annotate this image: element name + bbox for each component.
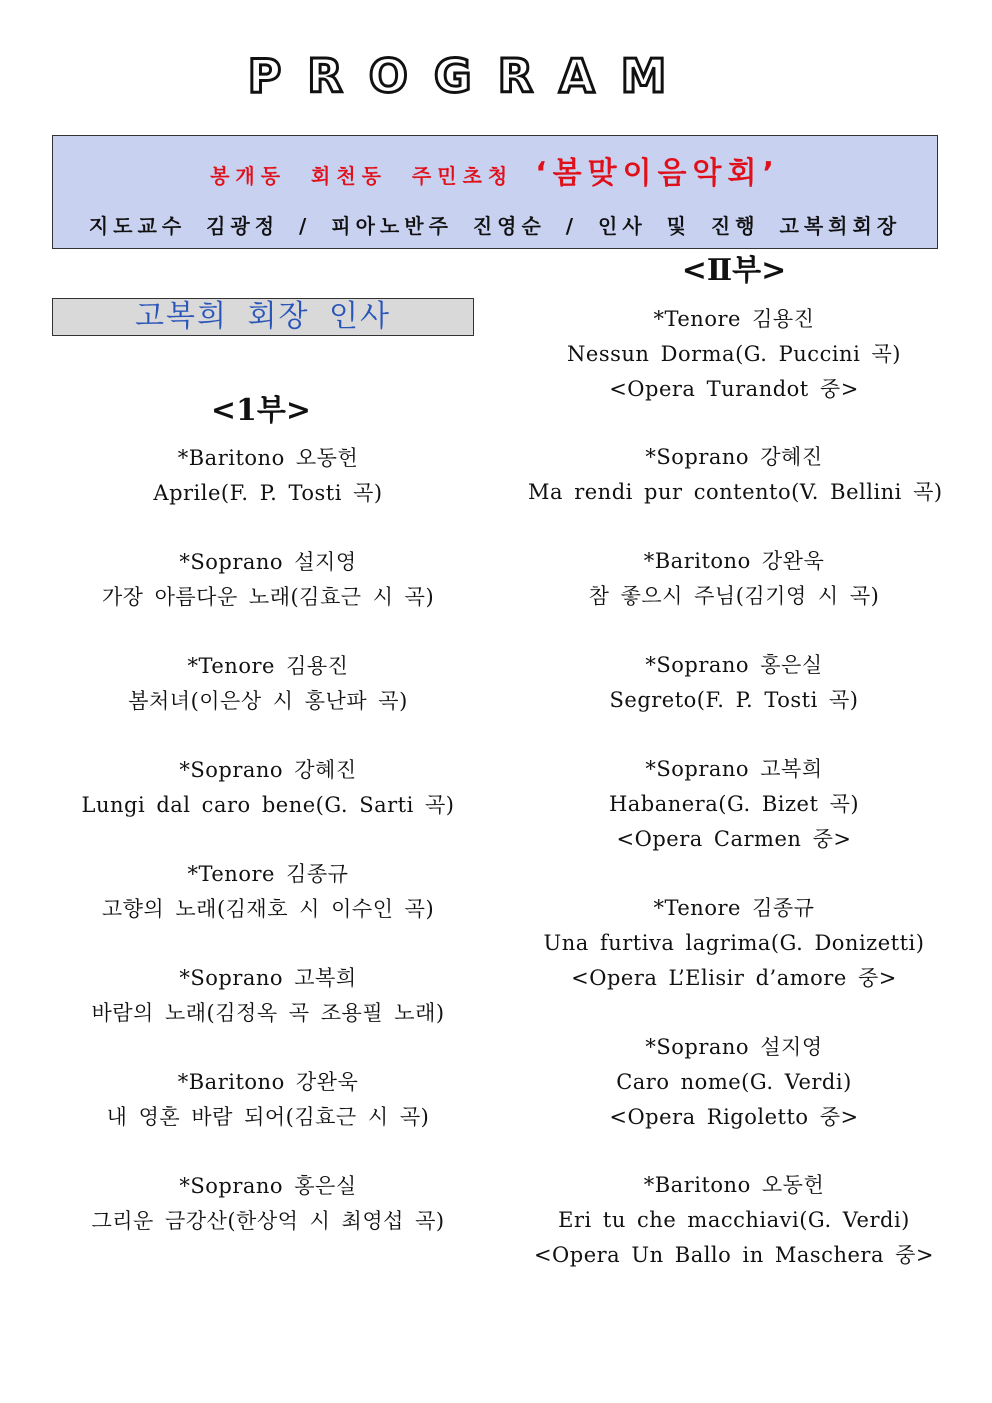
part2-heading: <Ⅱ부> xyxy=(681,253,787,288)
program-item xyxy=(62,649,474,719)
performer: *Soprano 홍은실 xyxy=(645,653,823,677)
program-item xyxy=(62,545,474,615)
song: Nessun Dorma(G. Puccini 곡) xyxy=(567,342,901,366)
program-item xyxy=(528,440,943,510)
opera-note: <Opera Carmen 중> xyxy=(616,827,852,851)
performer: *Tenore 김종규 xyxy=(187,862,349,886)
program-item xyxy=(62,1065,474,1135)
banner-credits: 지도교수 김광정 / 피아노반주 진영순 / 인사 및 진행 고복희회장 xyxy=(88,214,902,238)
song: Ma rendi pur contento(V. Bellini 곡) xyxy=(528,480,943,504)
performer: *Soprano 강혜진 xyxy=(645,445,823,469)
program-item xyxy=(528,752,940,857)
song: 참 좋으시 주님(김기영 시 곡) xyxy=(588,584,880,608)
performer: *Soprano 강혜진 xyxy=(179,758,357,782)
performer: *Tenore 김용진 xyxy=(653,307,815,331)
performer: *Baritono 오동헌 xyxy=(177,446,359,470)
song: Eri tu che macchiavi(G. Verdi) xyxy=(558,1208,910,1232)
opera-note: <Opera Turandot 중> xyxy=(609,377,859,401)
song: 내 영혼 바람 되어(김효근 시 곡) xyxy=(106,1105,430,1129)
greeting-box xyxy=(52,298,474,336)
concert-name: ‘봄맞이음악회’ xyxy=(535,156,780,191)
performer: *Soprano 홍은실 xyxy=(179,1174,357,1198)
opera-note: <Opera L’Elisir d’amore 중> xyxy=(571,966,897,990)
song: 그리운 금강산(한상억 시 최영섭 곡) xyxy=(91,1209,445,1233)
performer: *Baritono 오동헌 xyxy=(643,1173,825,1197)
song: 봄처녀(이은상 시 홍난파 곡) xyxy=(128,689,408,713)
opera-note: <Opera Un Ballo in Maschera 중> xyxy=(533,1243,935,1267)
banner-headline xyxy=(53,148,937,192)
performer: *Soprano 고복희 xyxy=(645,757,823,781)
program-item xyxy=(528,648,940,718)
song: 가장 아름다운 노래(김효근 시 곡) xyxy=(101,585,435,609)
opera-note: <Opera Rigoletto 중> xyxy=(609,1105,859,1129)
program-item xyxy=(528,1030,940,1135)
concert-banner xyxy=(52,135,938,249)
program-item xyxy=(62,961,474,1031)
song: Caro nome(G. Verdi) xyxy=(616,1070,852,1094)
page-title: PROGRAM xyxy=(247,49,693,103)
song: Segreto(F. P. Tosti 곡) xyxy=(609,688,859,712)
performer: *Tenore 김종규 xyxy=(653,896,815,920)
program-item xyxy=(528,891,940,996)
performer: *Soprano 고복희 xyxy=(179,966,357,990)
performer: *Tenore 김용진 xyxy=(187,654,349,678)
song: Una furtiva lagrima(G. Donizetti) xyxy=(543,931,925,955)
part1-heading: <1부> xyxy=(210,393,312,428)
performer: *Baritono 강완욱 xyxy=(177,1070,359,1094)
song: Lungi dal caro bene(G. Sarti 곡) xyxy=(81,793,455,817)
song: Habanera(G. Bizet 곡) xyxy=(608,792,860,816)
song: 고향의 노래(김재호 시 이수인 곡) xyxy=(101,897,435,921)
program-item xyxy=(62,441,474,511)
song: Aprile(F. P. Tosti 곡) xyxy=(153,481,383,505)
song: 바람의 노래(김정옥 곡 조용필 노래) xyxy=(91,1001,445,1025)
program-item xyxy=(528,1168,940,1273)
greeting-label: 고복희 회장 인사 xyxy=(135,299,391,334)
performer: *Baritono 강완욱 xyxy=(643,549,825,573)
program-item xyxy=(62,857,474,927)
program-item xyxy=(528,544,940,614)
performer: *Soprano 설지영 xyxy=(645,1035,823,1059)
banner-invitation: 봉개동 회천동 주민초청 xyxy=(210,164,514,188)
performer: *Soprano 설지영 xyxy=(179,550,357,574)
program-item xyxy=(62,1169,474,1239)
program-item xyxy=(62,753,474,823)
program-item xyxy=(528,302,940,407)
